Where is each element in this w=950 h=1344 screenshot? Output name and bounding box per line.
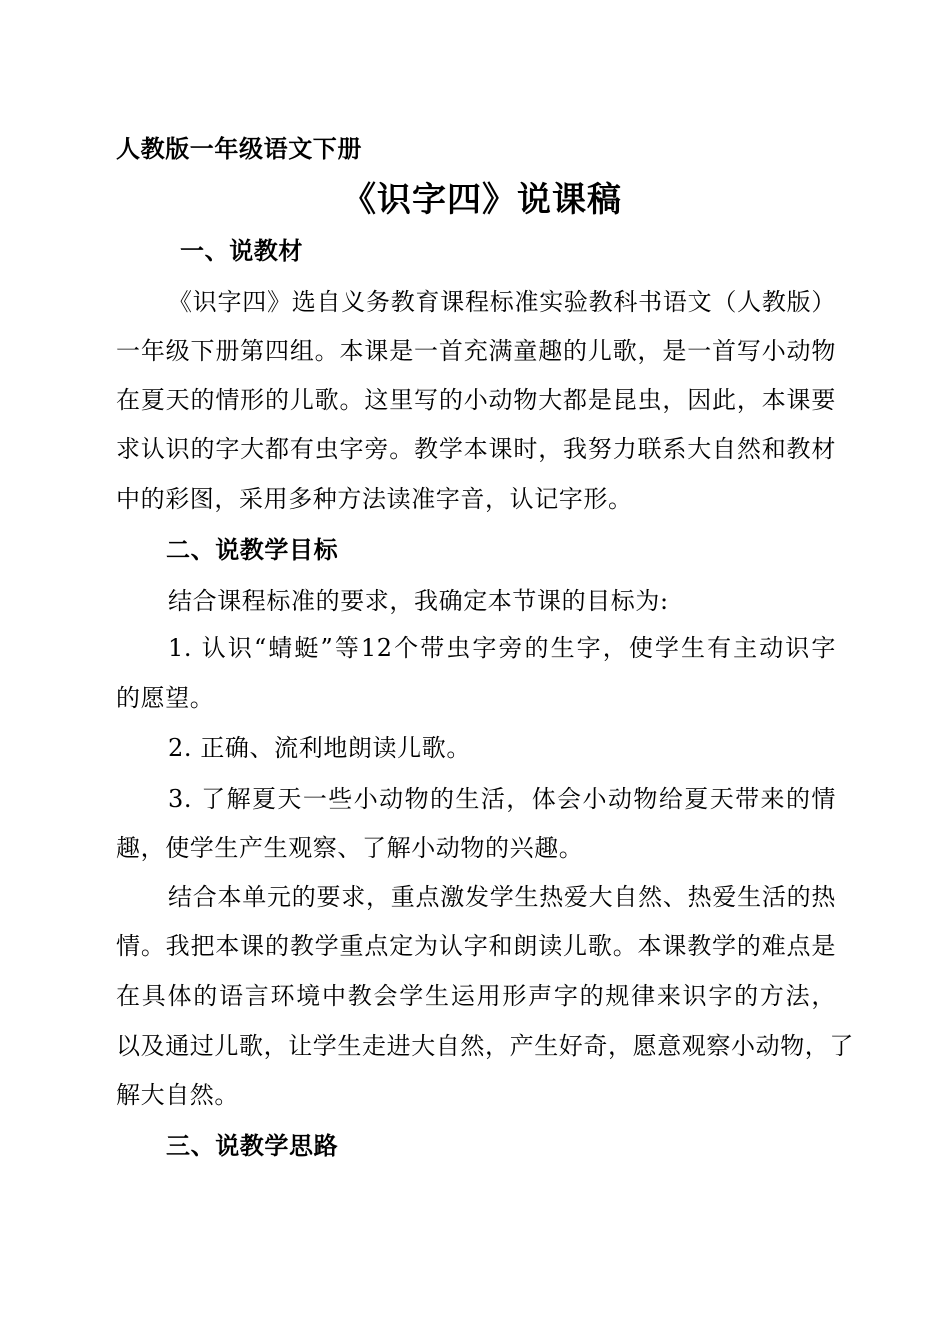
- paragraph-line: 在夏天的情形的儿歌。这里写的小动物大都是昆虫，因此，本课要: [116, 386, 836, 414]
- paragraph-line: 《识字四》选自义务教育课程标准实验教科书语文（人教版）: [168, 288, 836, 316]
- objective-line: 的愿望。: [116, 684, 215, 712]
- section-heading-objectives: 二、说教学目标: [166, 536, 339, 564]
- objective-line: 趣，使学生产生观察、了解小动物的兴趣。: [116, 834, 584, 862]
- paragraph-line: 求认识的字大都有虫字旁。教学本课时，我努力联系大自然和教材: [116, 435, 836, 463]
- doc-title: 《识字四》说课稿: [342, 180, 622, 220]
- objective-line: 2. 正确、流利地朗读儿歌。: [168, 734, 471, 762]
- paragraph-line: 在具体的语言环境中教会学生运用形声字的规律来识字的方法，: [116, 982, 836, 1010]
- section-heading-materials: 一、说教材: [180, 237, 303, 265]
- paragraph-line: 以及通过儿歌，让学生走进大自然，产生好奇，愿意观察小动物，了: [116, 1032, 854, 1060]
- paragraph-line: 解大自然。: [116, 1081, 239, 1109]
- paragraph-line: 中的彩图，采用多种方法读准字音，认记字形。: [116, 485, 633, 513]
- paragraph-line: 结合课程标准的要求，我确定本节课的目标为:: [168, 587, 669, 615]
- objective-line: 1. 认识“蜻蜓”等12个带虫字旁的生字，使学生有主动识字: [168, 634, 836, 662]
- section-heading-teaching-approach: 三、说教学思路: [166, 1132, 339, 1160]
- paragraph-line: 结合本单元的要求，重点激发学生热爱大自然、热爱生活的热: [168, 883, 836, 911]
- doc-subtitle: 人教版一年级语文下册: [116, 135, 362, 163]
- paragraph-line: 情。我把本课的教学重点定为认字和朗读儿歌。本课教学的难点是: [116, 932, 836, 960]
- objective-line: 3. 了解夏天一些小动物的生活，体会小动物给夏天带来的情: [168, 785, 836, 813]
- paragraph-line: 一年级下册第四组。本课是一首充满童趣的儿歌，是一首写小动物: [116, 337, 836, 365]
